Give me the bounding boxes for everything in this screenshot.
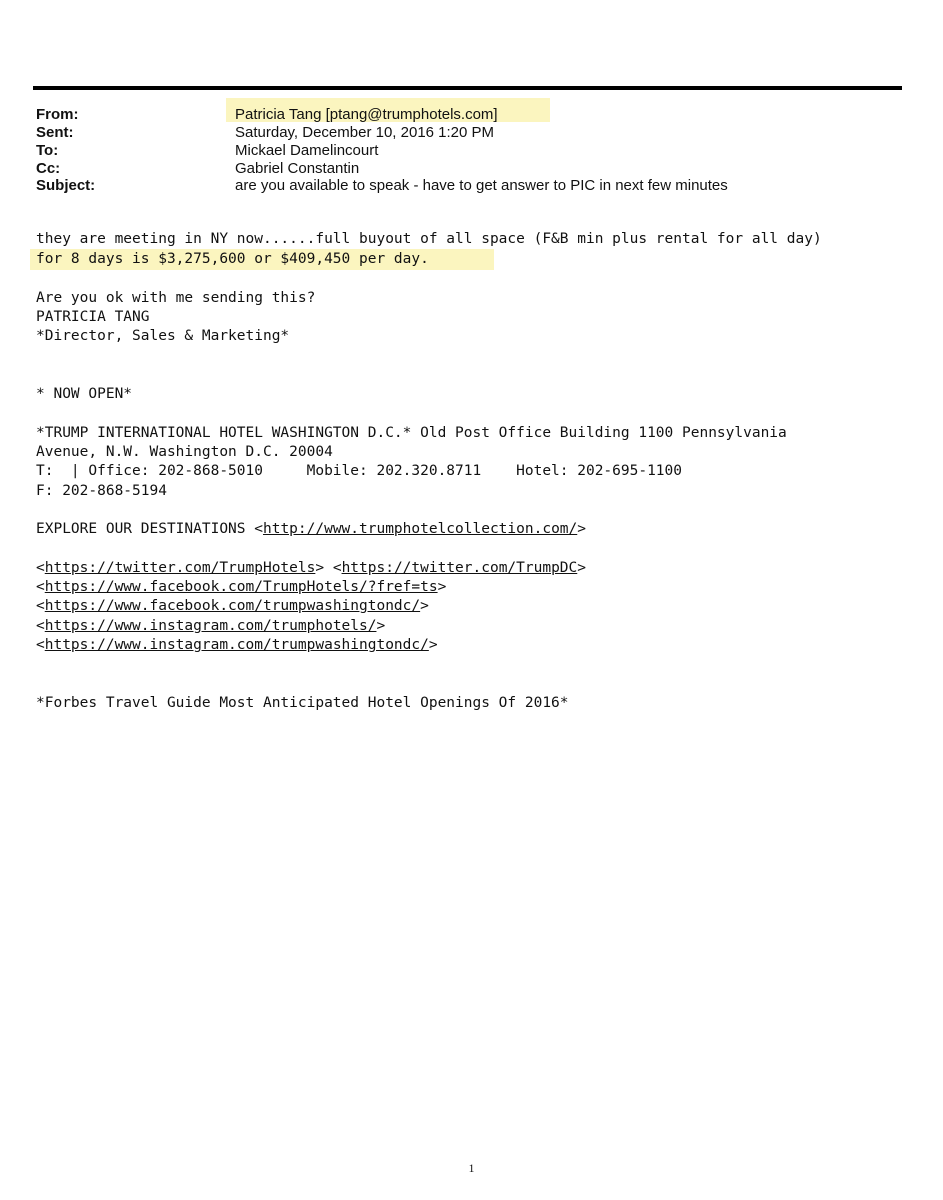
subject-value: are you available to speak - have to get answer to PIC in next few minutes bbox=[235, 177, 728, 194]
to-label: To: bbox=[36, 142, 59, 159]
instagram-trumpwashingtondc-link[interactable]: https://www.instagram.com/trumpwashingtondc/ bbox=[44, 637, 429, 653]
now-open: * NOW OPEN* bbox=[36, 386, 133, 402]
header-rule bbox=[33, 86, 902, 90]
twitter-trumpdc-link[interactable]: https://twitter.com/TrumpDC bbox=[341, 560, 578, 576]
instagram-trumphotels-link[interactable]: https://www.instagram.com/trumphotels/ bbox=[44, 618, 377, 634]
sent-label: Sent: bbox=[36, 124, 74, 141]
twitter-trumphotels-link[interactable]: https://twitter.com/TrumpHotels bbox=[44, 560, 316, 576]
cc-value: Gabriel Constantin bbox=[235, 160, 360, 177]
body-question: Are you ok with me sending this? bbox=[36, 290, 316, 306]
social-line-4: <https://www.instagram.com/trumphotels/> bbox=[36, 618, 386, 634]
hotel-address-line-2: Avenue, N.W. Washington D.C. 20004 bbox=[36, 444, 333, 460]
from-label: From: bbox=[36, 106, 79, 123]
subject-label: Subject: bbox=[36, 177, 96, 194]
hotel-address-line-1: *TRUMP INTERNATIONAL HOTEL WASHINGTON D.C.* Old Post Office Building 1100 Pennsylvania bbox=[36, 425, 787, 441]
to-value: Mickael Damelincourt bbox=[235, 142, 379, 159]
fax-line: F: 202-868-5194 bbox=[36, 483, 167, 499]
body-line-2: for 8 days is $3,275,600 or $409,450 per day. bbox=[36, 251, 429, 267]
social-line-5: <https://www.instagram.com/trumpwashingtondc/> bbox=[36, 637, 438, 653]
explore-close: > bbox=[577, 521, 586, 537]
page-number: 1 bbox=[468, 1161, 475, 1175]
facebook-trumpwashingtondc-link[interactable]: https://www.facebook.com/trumpwashingtondc/ bbox=[44, 598, 421, 614]
explore-link[interactable]: http://www.trumphotelcollection.com/ bbox=[262, 521, 578, 537]
explore-line bbox=[36, 520, 586, 539]
from-value: Patricia Tang [ptang@trumphotels.com] bbox=[235, 106, 498, 123]
cc-label: Cc: bbox=[36, 160, 61, 177]
explore-text: EXPLORE OUR DESTINATIONS < bbox=[36, 521, 263, 537]
social-line-3: <https://www.facebook.com/trumpwashingtondc/> bbox=[36, 598, 429, 614]
body-line-1: they are meeting in NY now......full buyout of all space (F&B min plus rental for all day) bbox=[36, 231, 822, 247]
signature-name: PATRICIA TANG bbox=[36, 309, 150, 325]
sent-value: Saturday, December 10, 2016 1:20 PM bbox=[235, 124, 495, 141]
facebook-trumphotels-link[interactable]: https://www.facebook.com/TrumpHotels/?fref=ts bbox=[44, 579, 438, 595]
signature-title: *Director, Sales & Marketing* bbox=[36, 328, 290, 344]
social-line-1: <https://twitter.com/TrumpHotels> <https://twitter.com/TrumpDC> bbox=[36, 560, 586, 576]
phone-line: T: | Office: 202-868-5010 Mobile: 202.320.8711 Hotel: 202-695-1100 bbox=[36, 463, 683, 479]
social-line-2: <https://www.facebook.com/TrumpHotels/?fref=ts> bbox=[36, 579, 447, 595]
forbes-line: *Forbes Travel Guide Most Anticipated Hotel Openings Of 2016* bbox=[36, 695, 569, 711]
